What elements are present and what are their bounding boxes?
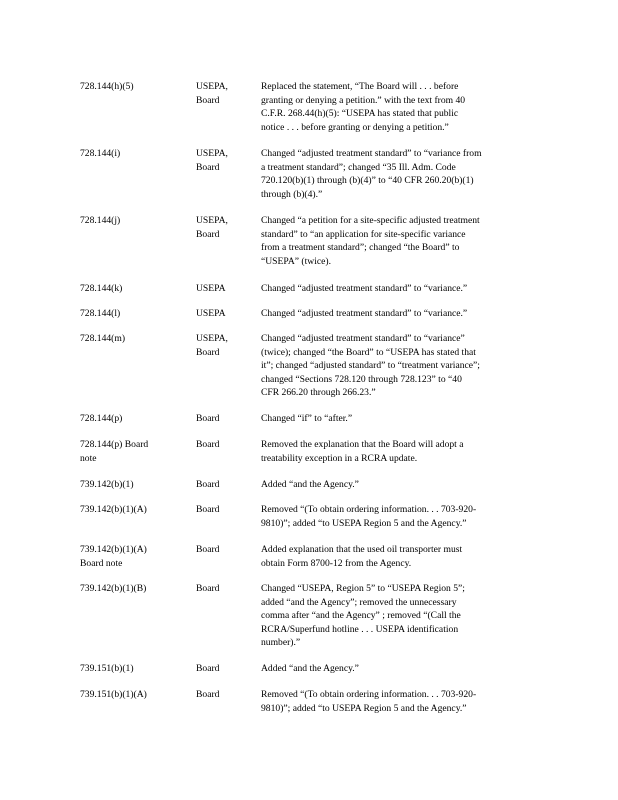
section-cell bbox=[80, 438, 188, 465]
note-cell-line: RCRA/Superfund hotline . . . USEPA identification bbox=[261, 623, 459, 635]
section-cell-line: 739.151(b)(1) bbox=[80, 663, 134, 674]
source-cell-line: Board bbox=[196, 663, 220, 674]
note-cell-line: from a treatment standard”; changed “the Board” to bbox=[261, 242, 460, 254]
source-cell-line: USEPA bbox=[196, 308, 226, 319]
note-cell bbox=[261, 543, 533, 570]
note-cell-line: Changed “adjusted treatment standard” to “variance.” bbox=[261, 308, 468, 319]
note-cell bbox=[261, 147, 533, 201]
source-cell bbox=[196, 332, 250, 359]
note-cell bbox=[261, 503, 533, 530]
source-cell-line: USEPA, bbox=[196, 148, 228, 159]
note-cell bbox=[261, 412, 533, 426]
source-cell bbox=[196, 147, 250, 174]
note-cell-line: 9810)”; added “to USEPA Region 5 and the Agency.” bbox=[261, 702, 467, 714]
note-cell-line: notice . . . before granting or denying a petition.” bbox=[261, 121, 449, 133]
note-cell bbox=[261, 282, 533, 296]
source-cell-line: USEPA, bbox=[196, 81, 228, 92]
section-cell bbox=[80, 147, 188, 161]
note-cell-line: Changed “adjusted treatment standard” to “variance from bbox=[261, 148, 482, 159]
source-cell-line: Board bbox=[196, 544, 220, 555]
note-cell-line: comma after “and the Agency” ; removed “(Call the bbox=[261, 610, 461, 622]
source-cell bbox=[196, 412, 250, 426]
note-cell bbox=[261, 307, 533, 321]
section-cell-line: 728.144(p) Board bbox=[80, 439, 149, 450]
note-cell-line: Changed “USEPA, Region 5” to “USEPA Region 5”; bbox=[261, 583, 465, 594]
note-cell-line: obtain Form 8700-12 from the Agency. bbox=[261, 557, 412, 569]
section-cell bbox=[80, 582, 188, 596]
source-cell bbox=[196, 688, 250, 702]
source-cell bbox=[196, 80, 250, 107]
note-cell-line: Added “and the Agency.” bbox=[261, 479, 359, 490]
note-cell-line: C.F.R. 268.44(h)(5): “USEPA has stated that public bbox=[261, 108, 459, 120]
section-cell-line: 739.142(b)(1)(B) bbox=[80, 583, 147, 594]
section-cell-line: 728.144(j) bbox=[80, 215, 121, 226]
section-cell bbox=[80, 503, 188, 517]
source-cell bbox=[196, 543, 250, 557]
note-cell-line: changed “Sections 728.120 through 728.123” to “40 bbox=[261, 373, 462, 385]
source-cell bbox=[196, 282, 250, 296]
section-cell bbox=[80, 478, 188, 492]
note-cell-line: (twice); changed “the Board” to “USEPA has stated that bbox=[261, 346, 476, 358]
source-cell bbox=[196, 503, 250, 517]
note-cell bbox=[261, 478, 533, 492]
source-cell bbox=[196, 214, 250, 241]
note-cell-line: a treatment standard”; changed “35 Ill. Adm. Code bbox=[261, 161, 456, 173]
note-cell-line: Added “and the Agency.” bbox=[261, 663, 359, 674]
note-cell bbox=[261, 438, 533, 465]
note-cell-line: Removed the explanation that the Board will adopt a bbox=[261, 439, 464, 450]
source-cell-line: Board bbox=[196, 439, 220, 450]
section-cell bbox=[80, 688, 188, 702]
source-cell bbox=[196, 478, 250, 492]
note-cell-line: through (b)(4).” bbox=[261, 188, 323, 200]
section-cell-line: 728.144(k) bbox=[80, 283, 123, 294]
section-cell bbox=[80, 543, 188, 570]
note-cell bbox=[261, 80, 533, 134]
note-cell-line: Changed “if” to “after.” bbox=[261, 413, 353, 424]
source-cell-line: USEPA, bbox=[196, 215, 228, 226]
source-cell-line: Board bbox=[196, 583, 220, 594]
note-cell bbox=[261, 332, 533, 400]
note-cell-line: Changed “a petition for a site-specific adjusted treatment bbox=[261, 215, 480, 226]
source-cell-line: Board bbox=[196, 94, 220, 106]
section-cell-line: note bbox=[80, 452, 97, 464]
note-cell-line: Changed “adjusted treatment standard” to “variance” bbox=[261, 333, 465, 344]
section-cell bbox=[80, 307, 188, 321]
note-cell-line: Removed “(To obtain ordering information. . . 703-920- bbox=[261, 689, 477, 700]
section-cell-line: 728.144(i) bbox=[80, 148, 121, 159]
section-cell-line: 739.142(b)(1) bbox=[80, 479, 134, 490]
section-cell-line: 728.144(h)(5) bbox=[80, 81, 134, 92]
note-cell bbox=[261, 214, 533, 268]
note-cell-line: 9810)”; added “to USEPA Region 5 and the Agency.” bbox=[261, 517, 467, 529]
source-cell bbox=[196, 662, 250, 676]
note-cell-line: Replaced the statement, “The Board will . . . before bbox=[261, 81, 459, 92]
note-cell-line: standard” to “an application for site-specific variance bbox=[261, 228, 466, 240]
note-cell-line: number).” bbox=[261, 637, 301, 649]
note-cell-line: treatability exception in a RCRA update. bbox=[261, 452, 418, 464]
source-cell-line: Board bbox=[196, 689, 220, 700]
section-cell bbox=[80, 662, 188, 676]
note-cell-line: 720.120(b)(1) through (b)(4)” to “40 CFR 260.20(b)(1) bbox=[261, 175, 474, 187]
source-cell-line: Board bbox=[196, 479, 220, 490]
note-cell-line: granting or denying a petition.” with the text from 40 bbox=[261, 94, 466, 106]
note-cell-line: Changed “adjusted treatment standard” to “variance.” bbox=[261, 283, 468, 294]
source-cell-line: Board bbox=[196, 413, 220, 424]
source-cell-line: USEPA, bbox=[196, 333, 228, 344]
note-cell bbox=[261, 582, 533, 650]
section-cell bbox=[80, 282, 188, 296]
section-cell bbox=[80, 80, 188, 94]
note-cell-line: “USEPA” (twice). bbox=[261, 255, 331, 267]
note-cell-line: Added explanation that the used oil transporter must bbox=[261, 544, 463, 555]
section-cell-line: Board note bbox=[80, 557, 123, 569]
source-cell bbox=[196, 438, 250, 452]
source-cell bbox=[196, 582, 250, 596]
source-cell-line: Board bbox=[196, 161, 220, 173]
source-cell bbox=[196, 307, 250, 321]
section-cell-line: 739.142(b)(1)(A) bbox=[80, 504, 147, 515]
section-cell bbox=[80, 332, 188, 346]
source-cell-line: USEPA bbox=[196, 283, 226, 294]
section-cell-line: 739.142(b)(1)(A) bbox=[80, 544, 147, 555]
note-cell-line: added “and the Agency”; removed the unnecessary bbox=[261, 596, 457, 608]
section-cell bbox=[80, 214, 188, 228]
section-cell-line: 739.151(b)(1)(A) bbox=[80, 689, 147, 700]
section-cell-line: 728.144(p) bbox=[80, 413, 123, 424]
note-cell bbox=[261, 662, 533, 676]
section-cell-line: 728.144(l) bbox=[80, 308, 121, 319]
source-cell-line: Board bbox=[196, 504, 220, 515]
section-cell-line: 728.144(m) bbox=[80, 333, 126, 344]
note-cell bbox=[261, 688, 533, 715]
note-cell-line: Removed “(To obtain ordering information. . . 703-920- bbox=[261, 504, 477, 515]
note-cell-line: CFR 266.20 through 266.23.” bbox=[261, 387, 376, 399]
section-cell bbox=[80, 412, 188, 426]
note-cell-line: it”; changed “adjusted standard” to “treatment variance”; bbox=[261, 360, 480, 372]
source-cell-line: Board bbox=[196, 346, 220, 358]
source-cell-line: Board bbox=[196, 228, 220, 240]
